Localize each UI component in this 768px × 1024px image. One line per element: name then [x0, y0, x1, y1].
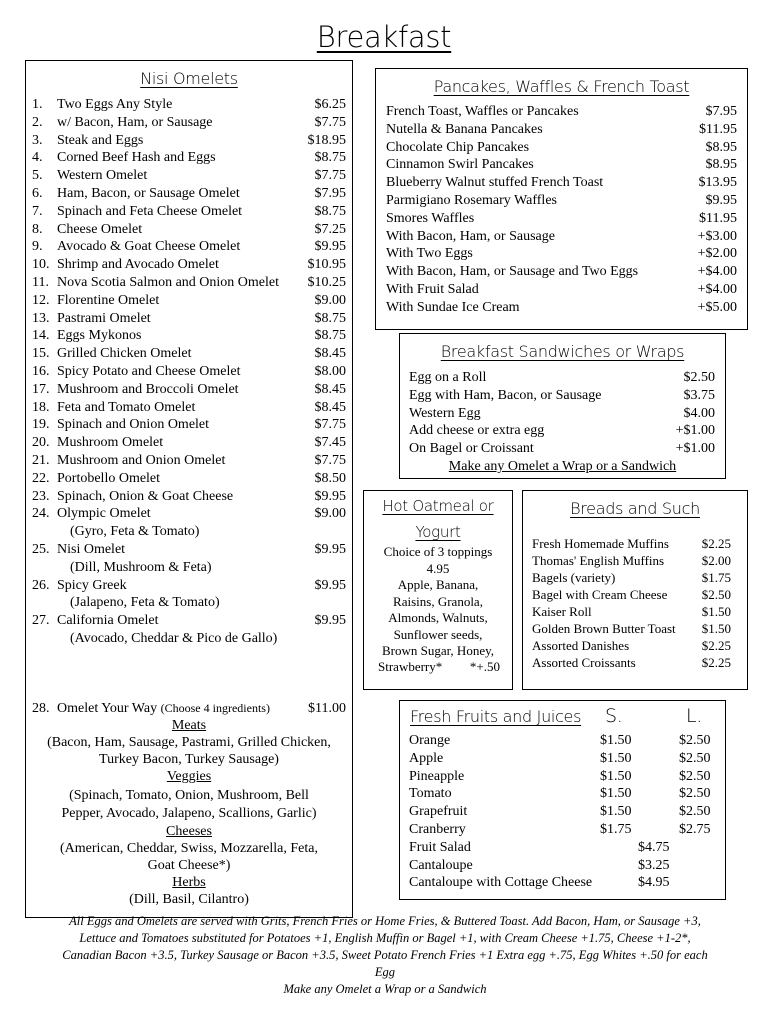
item-name: Thomas' English Muffins	[532, 553, 665, 568]
omelets-title: Nisi Omelets	[140, 69, 238, 88]
item-price: +$5.00	[697, 299, 737, 315]
herbs-list: (Dill, Basil, Cilantro)	[129, 892, 249, 907]
juice-item	[400, 785, 725, 803]
item-price: $2.25	[701, 638, 731, 653]
item-name: Cranberry	[409, 822, 466, 837]
oatmeal-line: Sunflower seeds,	[393, 626, 483, 642]
fruits-title: Fresh Fruits and Juices	[410, 707, 582, 726]
bread-item	[523, 586, 747, 604]
meats-list: (Bacon, Ham, Sausage, Pastrami, Grilled Chicken,	[47, 735, 331, 750]
item-price: $8.45	[314, 399, 346, 415]
pancake-item	[376, 156, 747, 174]
item-price: $2.00	[701, 553, 731, 568]
oatmeal-title: Yogurt	[415, 523, 461, 541]
bread-item	[523, 637, 747, 655]
item-price: $8.45	[314, 346, 346, 362]
item-price: $18.95	[307, 132, 346, 148]
item-price: +$2.00	[697, 246, 737, 262]
fruits-section	[399, 700, 726, 900]
pancake-item	[376, 245, 747, 263]
item-name: Cinnamon Swirl Pancakes	[386, 157, 534, 173]
item-name: Omelet Your Way (Choose 4 ingredients)	[57, 701, 270, 716]
juice-item	[400, 768, 725, 786]
item-number: 28.	[32, 701, 50, 716]
sandwiches-section	[399, 333, 726, 479]
omelet-item	[26, 310, 352, 328]
fruits-col-small: S.	[605, 705, 623, 727]
item-price: +$4.00	[697, 264, 737, 280]
item-name: Parmigiano Rosemary Waffles	[386, 193, 557, 208]
item-price: +$4.00	[697, 282, 737, 297]
cheeses-heading: Cheeses	[166, 824, 212, 839]
item-name: Mushroom and Onion Omelet	[57, 453, 226, 468]
pancakes-section	[375, 68, 748, 330]
omelet-item	[26, 399, 352, 417]
item-name: Nisi Omelet	[57, 542, 126, 557]
price-small: $1.50	[600, 804, 632, 820]
item-price: $8.75	[314, 310, 346, 326]
oatmeal-last-line: Strawberry*	[378, 659, 443, 674]
omelet-item	[26, 470, 352, 488]
item-price: +$1.00	[675, 423, 715, 439]
omelet-item	[26, 274, 352, 292]
item-price: $2.50	[701, 587, 731, 602]
oatmeal-line: Almonds, Walnuts,	[388, 610, 488, 625]
item-number: 23.	[32, 488, 50, 504]
item-name: Add cheese or extra egg	[409, 423, 545, 439]
item-price: $7.75	[314, 453, 346, 468]
price-small: $1.50	[600, 786, 632, 802]
item-price: $4.00	[683, 405, 715, 421]
item-number: 2.	[32, 114, 43, 130]
omelet-item	[26, 238, 352, 256]
item-number: 10.	[32, 257, 50, 273]
item-name: Golden Brown Butter Toast	[532, 621, 676, 636]
omelet-item	[26, 612, 352, 630]
item-name: Cheese Omelet	[57, 221, 143, 237]
pancake-item	[376, 263, 747, 281]
item-price: $8.95	[705, 139, 737, 155]
item-name: With Sundae Ice Cream	[386, 299, 520, 315]
pancake-item	[376, 139, 747, 157]
omelet-item	[26, 452, 352, 470]
item-name: With Bacon, Ham, or Sausage	[386, 228, 555, 244]
oatmeal-line: Brown Sugar, Honey,	[381, 643, 494, 658]
item-number: 27.	[32, 613, 50, 629]
item-name: On Bagel or Croissant	[409, 441, 534, 457]
item-name: Fruit Salad	[409, 839, 471, 855]
bread-item	[523, 603, 747, 621]
veggies-list: Pepper, Avocado, Jalapeno, Scallions, Garlic)	[61, 806, 317, 821]
item-name: Avocado & Goat Cheese Omelet	[57, 239, 241, 255]
breads-section	[522, 490, 748, 690]
item-name: Ham, Bacon, or Sausage Omelet	[57, 186, 240, 201]
item-name: Cantaloupe	[409, 857, 473, 873]
item-number: 16.	[32, 364, 50, 379]
item-name: Spinach and Onion Omelet	[57, 417, 210, 433]
oatmeal-title: Hot Oatmeal or	[382, 497, 494, 515]
item-name: Orange	[409, 733, 451, 748]
item-name: Spicy Greek	[57, 577, 127, 593]
omelet-item	[26, 363, 352, 381]
item-name: Egg on a Roll	[409, 370, 487, 385]
herbs-heading: Herbs	[172, 875, 206, 890]
omelet-item	[26, 96, 352, 114]
item-price: $8.45	[314, 381, 346, 397]
juice-item	[400, 732, 725, 750]
item-name: Western Egg	[409, 405, 481, 421]
meats-list: Turkey Bacon, Turkey Sausage)	[99, 752, 279, 767]
item-name: Smores Waffles	[386, 210, 475, 226]
pancake-item	[376, 192, 747, 210]
item-number: 24.	[32, 506, 50, 522]
item-price: $1.50	[701, 604, 731, 619]
item-name: With Fruit Salad	[386, 282, 479, 297]
item-price: $9.00	[314, 506, 346, 522]
item-name: Steak and Eggs	[57, 132, 144, 148]
omelet-item	[26, 416, 352, 434]
omelet-item	[26, 345, 352, 363]
item-name: Grapefruit	[409, 804, 468, 820]
item-price: $11.95	[699, 210, 737, 226]
oatmeal-line: Apple, Banana,	[397, 577, 479, 592]
price-large: $2.75	[679, 822, 711, 837]
item-name: Assorted Croissants	[532, 655, 636, 670]
pancake-item	[376, 103, 747, 121]
juice-item	[400, 803, 725, 821]
item-price: $8.75	[314, 203, 346, 219]
item-price: $10.25	[307, 275, 346, 290]
omelet-item	[26, 505, 352, 523]
item-price: $11.00	[308, 701, 346, 716]
item-price: $3.75	[683, 387, 715, 403]
item-price: $7.75	[314, 114, 346, 130]
omelet-item	[26, 221, 352, 239]
item-name: Florentine Omelet	[57, 292, 160, 308]
item-number: 3.	[32, 132, 43, 148]
item-number: 11.	[32, 275, 49, 290]
item-name: Grilled Chicken Omelet	[57, 346, 192, 362]
item-price: $2.25	[701, 536, 731, 551]
omelet-item	[26, 167, 352, 185]
item-number: 17.	[32, 381, 50, 397]
item-price: $11.95	[699, 121, 737, 137]
veggies-heading: Veggies	[166, 769, 212, 784]
omelet-item	[26, 577, 352, 595]
item-price: $2.25	[701, 655, 731, 670]
item-name: Bagels (variety)	[532, 570, 616, 585]
item-name: Olympic Omelet	[57, 506, 151, 522]
omelet-item	[26, 434, 352, 452]
bread-item	[523, 569, 747, 587]
item-number: 9.	[32, 239, 43, 255]
item-price: $9.95	[314, 239, 346, 255]
fruit-item	[400, 857, 725, 875]
cheeses-list: (American, Cheddar, Swiss, Mozzarella, Feta,	[60, 841, 318, 856]
item-number: 21.	[32, 453, 50, 468]
sandwich-item	[400, 369, 725, 387]
item-number: 1.	[32, 97, 43, 112]
sandwich-item	[400, 440, 725, 458]
price-small: $1.50	[600, 733, 632, 748]
item-name: Pineapple	[409, 768, 465, 784]
item-name: Two Eggs Any Style	[57, 97, 173, 112]
item-price: $8.00	[314, 364, 346, 379]
item-name: French Toast, Waffles or Pancakes	[386, 104, 579, 119]
omelet-item	[26, 132, 352, 150]
omelets-section	[25, 60, 353, 918]
item-name: Corned Beef Hash and Eggs	[57, 150, 216, 166]
item-number: 15.	[32, 346, 50, 362]
item-name: Kaiser Roll	[532, 604, 592, 619]
item-name: Nutella & Banana Pancakes	[386, 121, 543, 137]
pancake-item	[376, 121, 747, 139]
item-name: Chocolate Chip Pancakes	[386, 139, 530, 155]
item-number: 12.	[32, 292, 50, 308]
item-number: 7.	[32, 203, 43, 219]
oatmeal-section	[363, 490, 513, 690]
pancake-item	[376, 228, 747, 246]
item-name: Egg with Ham, Bacon, or Sausage	[409, 387, 602, 403]
cheeses-list: Goat Cheese*)	[147, 858, 231, 873]
item-price: $7.25	[314, 221, 346, 237]
item-price: $7.75	[314, 417, 346, 433]
item-name: Mushroom and Broccoli Omelet	[57, 381, 239, 397]
pancake-item	[376, 174, 747, 192]
omelet-item	[26, 541, 352, 559]
pancakes-title: Pancakes, Waffles & French Toast	[433, 77, 690, 96]
bread-item	[523, 654, 747, 672]
item-price: $9.95	[314, 488, 346, 504]
item-number: 4.	[32, 150, 43, 166]
bread-item	[523, 552, 747, 570]
item-price: $2.50	[683, 370, 715, 385]
price-large: $2.50	[679, 733, 711, 748]
omelet-item	[26, 256, 352, 274]
item-name: Spinach, Onion & Goat Cheese	[57, 488, 234, 504]
sandwich-note: Make any Omelet a Wrap or a Sandwich	[448, 459, 677, 474]
item-price: $7.75	[314, 168, 346, 184]
item-price: $9.95	[314, 577, 346, 593]
item-price: $8.50	[314, 470, 346, 486]
item-price: $8.95	[705, 157, 737, 173]
omelet-item	[26, 488, 352, 506]
item-name: Mushroom Omelet	[57, 435, 164, 451]
item-number: 18.	[32, 399, 50, 415]
item-price: $3.25	[638, 857, 670, 873]
item-number: 25.	[32, 542, 50, 557]
sandwiches-title: Breakfast Sandwiches or Wraps	[440, 342, 685, 361]
bread-item	[523, 620, 747, 638]
item-name: Eggs Mykonos	[57, 328, 142, 344]
oatmeal-line: Raisins, Granola,	[393, 593, 483, 609]
item-number: 8.	[32, 221, 43, 237]
item-price: $7.95	[314, 186, 346, 201]
item-price: +$3.00	[697, 228, 737, 244]
pancake-item	[376, 281, 747, 299]
breads-title: Breads and Such	[570, 499, 700, 518]
item-name: California Omelet	[57, 613, 159, 629]
item-name: Tomato	[409, 786, 452, 802]
item-price: $9.95	[314, 542, 346, 557]
item-price: $7.95	[705, 104, 737, 119]
item-name: Fresh Homemade Muffins	[532, 536, 669, 551]
item-ingredients: (Avocado, Cheddar & Pico de Gallo)	[70, 631, 278, 646]
item-price: $1.50	[701, 621, 731, 636]
sandwich-item	[400, 422, 725, 440]
meats-heading: Meats	[171, 718, 207, 733]
item-name: With Bacon, Ham, or Sausage and Two Eggs	[386, 264, 639, 280]
oatmeal-topping-price: *+.50	[469, 659, 500, 674]
footer-note: All Eggs and Omelets are served with Grits, French Fries or Home Fries, & Buttered Toast. Add Bacon, Ham, or Sausage +3, Lettuce and Tomatoes substituted for Potatoes +1, English Muffin or Bagel +1, with Cream Cheese +1.75, Cheese +1-2*, Canadian Bacon +3.5, Turkey Sausage or Bacon +3.5, Sweet Potato French Fries +1 Extra egg +.75, Egg Whites +.50 for each Egg Make any Omelet a Wrap or a Sandwich	[62, 914, 708, 996]
item-name: w/ Bacon, Ham, or Sausage	[57, 114, 213, 130]
omelet-item	[26, 149, 352, 167]
fruit-item	[400, 839, 725, 857]
item-price: $7.45	[314, 435, 346, 451]
juice-item	[400, 821, 725, 839]
item-number: 22.	[32, 470, 50, 486]
item-name: Western Omelet	[57, 168, 148, 184]
price-small: $1.75	[600, 822, 632, 837]
item-name: With Two Eggs	[386, 246, 473, 262]
item-name: Apple	[409, 750, 444, 766]
item-number: 14.	[32, 328, 50, 344]
item-name: Nova Scotia Salmon and Onion Omelet	[57, 275, 280, 290]
item-name: Assorted Danishes	[532, 638, 630, 653]
item-note: (Choose 4 ingredients)	[160, 701, 270, 715]
item-name: Shrimp and Avocado Omelet	[57, 257, 219, 273]
item-price: $9.00	[314, 292, 346, 308]
price-small: $1.50	[600, 750, 632, 766]
price-large: $2.50	[679, 786, 711, 802]
item-price: $13.95	[698, 175, 737, 191]
item-price: $10.95	[307, 257, 346, 273]
price-large: $2.50	[679, 804, 711, 820]
item-price: $4.75	[638, 839, 670, 855]
item-number: 20.	[32, 435, 50, 451]
item-price: $1.75	[701, 570, 731, 585]
price-large: $2.50	[679, 768, 711, 784]
veggies-list: (Spinach, Tomato, Onion, Mushroom, Bell	[69, 788, 309, 803]
fruits-col-large: L.	[686, 705, 703, 727]
sandwich-item	[400, 405, 725, 423]
item-price: $9.95	[705, 193, 737, 208]
item-name: Portobello Omelet	[57, 470, 161, 486]
price-large: $2.50	[679, 750, 711, 766]
item-ingredients: (Jalapeno, Feta & Tomato)	[70, 595, 220, 611]
omelet-item	[26, 185, 352, 203]
omelet-your-way	[26, 700, 352, 718]
item-number: 5.	[32, 168, 43, 184]
omelet-item	[26, 114, 352, 132]
item-number: 26.	[32, 577, 50, 593]
item-name: Feta and Tomato Omelet	[57, 399, 196, 415]
oatmeal-line: Choice of 3 toppings	[383, 544, 493, 559]
sandwich-item	[400, 387, 725, 405]
price-small: $1.50	[600, 768, 632, 784]
omelet-item	[26, 327, 352, 345]
item-price: $6.25	[314, 97, 346, 112]
item-price: $9.95	[314, 613, 346, 629]
page-title: Breakfast	[316, 20, 452, 54]
item-ingredients: (Dill, Mushroom & Feta)	[70, 559, 212, 575]
item-name: Cantaloupe with Cottage Cheese	[409, 875, 593, 891]
item-name: Spicy Potato and Cheese Omelet	[57, 364, 241, 379]
item-price: +$1.00	[675, 441, 715, 457]
item-price: $8.75	[314, 328, 346, 344]
pancake-item	[376, 210, 747, 228]
item-price: $4.95	[638, 875, 670, 891]
item-name: Blueberry Walnut stuffed French Toast	[386, 175, 604, 191]
omelet-item	[26, 203, 352, 221]
item-number: 6.	[32, 186, 43, 201]
item-name: Pastrami Omelet	[57, 310, 151, 326]
item-name: Bagel with Cream Cheese	[532, 587, 668, 602]
pancake-item	[376, 299, 747, 317]
fruit-item	[400, 874, 725, 892]
oatmeal-line: 4.95	[426, 560, 450, 576]
item-name: Spinach and Feta Cheese Omelet	[57, 203, 243, 219]
omelet-item	[26, 292, 352, 310]
item-number: 19.	[32, 417, 50, 433]
item-number: 13.	[32, 310, 50, 326]
omelet-item	[26, 381, 352, 399]
juice-item	[400, 750, 725, 768]
bread-item	[523, 535, 747, 553]
item-ingredients: (Gyro, Feta & Tomato)	[70, 524, 200, 540]
item-price: $8.75	[314, 150, 346, 166]
